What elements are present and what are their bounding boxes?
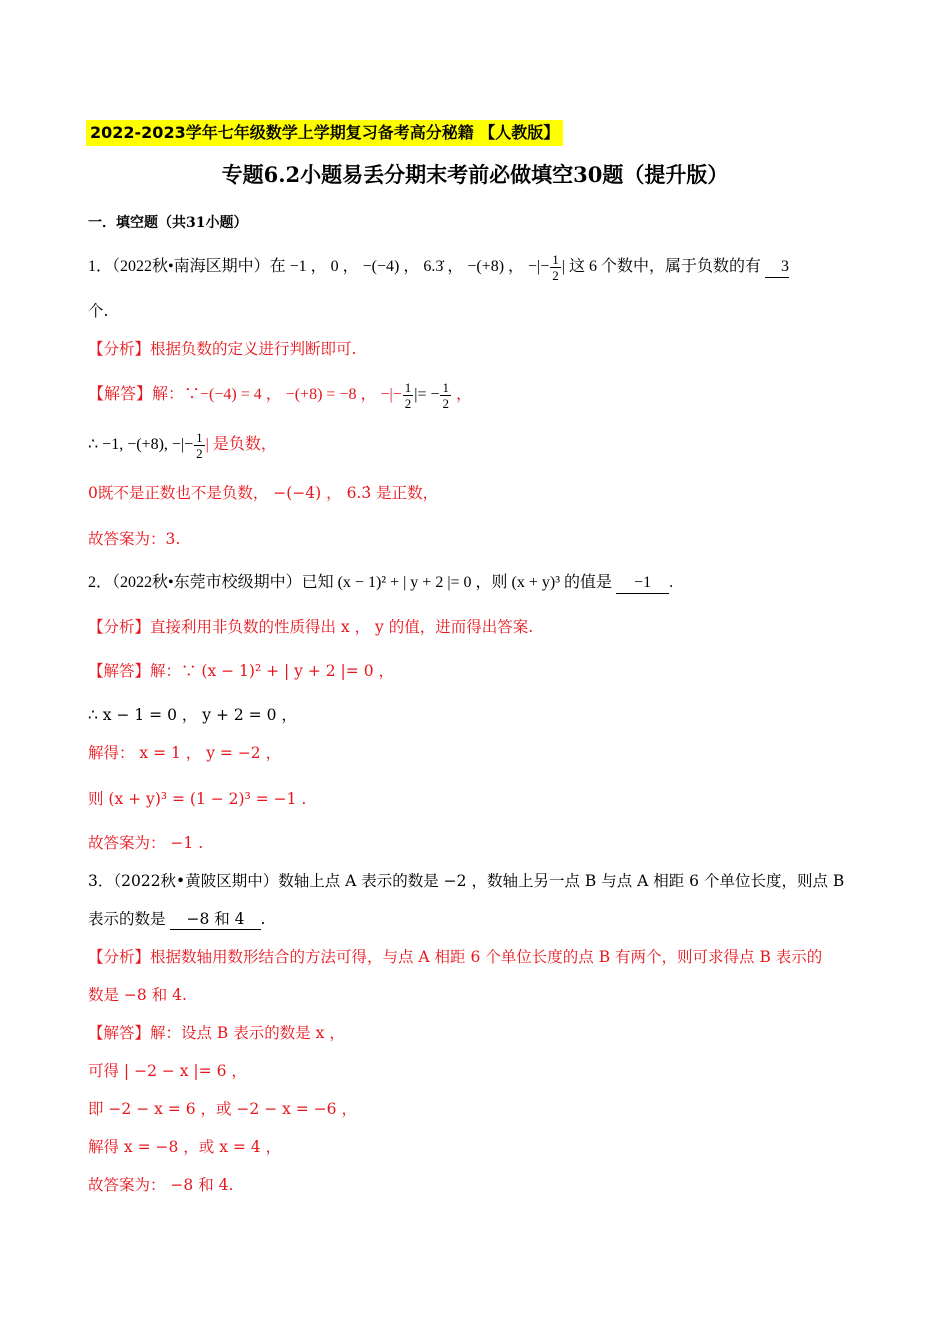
q1-stem — [88, 252, 789, 283]
q2-final-answer: 故答案为： −1 . — [88, 834, 204, 852]
q1-stem-text-b: | 这 6 个数中，属于负数的有 — [561, 258, 762, 276]
q3-solution-4: 解得 x = −8 ，或 x = 4 ， — [88, 1138, 282, 1156]
q1-final-answer: 故答案为：3. — [88, 530, 181, 548]
q1-analysis: 【分析】根据负数的定义进行判断即可. — [88, 340, 357, 358]
q2-answer-blank: −1 — [616, 573, 669, 594]
q1-solution-1: 【解答】解：∵−(−4) = 4 ， −(+8) = −8 ， −|− $\frac{1}{2}$ |= − $\frac{1}{2}$ ， — [88, 380, 472, 411]
q2-analysis: 【分析】直接利用非负数的性质得出 x ， y 的值，进而得出答案. — [88, 618, 534, 636]
fraction: $\frac{1}{2}$ — [442, 380, 449, 411]
section-heading: 一．填空题（共31小题） — [88, 215, 248, 231]
series-banner: 2022-2023学年七年级数学上学期复习备考高分秘籍 【人教版】 — [86, 120, 563, 146]
q1-solution-3: 0既不是正数也不是负数， −(−4) ， 6.3̇ 是正数， — [88, 484, 439, 502]
q3-stem-line2: 表示的数是 −8 和 4 . — [88, 910, 266, 928]
q3-solution-3: 即 −2 − x = 6 ，或 −2 − x = −6 ， — [88, 1100, 357, 1118]
q3-answer-blank: −8 和 4 — [170, 909, 260, 930]
fraction: $\frac{1}{2}$ — [552, 252, 559, 283]
q1-stem-end: 个. — [88, 302, 109, 320]
q2-stem: 2．（2022秋•东莞市校级期中）已知 (x − 1)² + | y + 2 |= 0 ，则 (x + y)³ 的值是 −1 . — [88, 572, 673, 594]
q2-solution-3: 解得： x = 1 ， y = −2 ， — [88, 744, 282, 762]
q2-solution-4: 则 (x + y)³ = (1 − 2)³ = −1 . — [88, 790, 307, 808]
q1-solution-2: ∴ −1, −(+8), −|− $\frac{1}{2}$ | 是负数， — [88, 430, 277, 461]
q3-final-answer: 故答案为： −8 和 4. — [88, 1176, 234, 1194]
q2-solution-1: 【解答】解：∵ (x − 1)² + | y + 2 |= 0 ， — [88, 662, 394, 680]
q2-solution-2: ∴ x − 1 = 0 ， y + 2 = 0 ， — [88, 706, 297, 724]
q3-analysis-line2: 数是 −8 和 4. — [88, 986, 187, 1004]
q3-analysis-line1: 【分析】根据数轴用数形结合的方法可得，与点 A 相距 6 个单位长度的点 B 有两个，则可求得点 B 表示的 — [88, 948, 823, 966]
q1-stem-text-a: 1．（2022秋•南海区期中）在 −1 ， 0 ， −(−4) ， 6.3̇ ， −(+8) ， −|− — [88, 258, 550, 276]
q3-stem-line1: 3．（2022秋•黄陂区期中）数轴上点 A 表示的数是 −2 ，数轴上另一点 B 与点 A 相距 6 个单位长度，则点 B — [88, 872, 845, 890]
q3-solution-1: 【解答】解：设点 B 表示的数是 x ， — [88, 1024, 345, 1042]
fraction: $\frac{1}{2}$ — [196, 430, 203, 461]
page-title: 专题6.2小题易丢分期末考前必做填空30题（提升版） — [221, 162, 729, 187]
fraction: $\frac{1}{2}$ — [404, 380, 412, 411]
q1-answer-blank: 3 — [765, 257, 789, 278]
q3-solution-2: 可得 | −2 − x |= 6 ， — [88, 1062, 247, 1080]
